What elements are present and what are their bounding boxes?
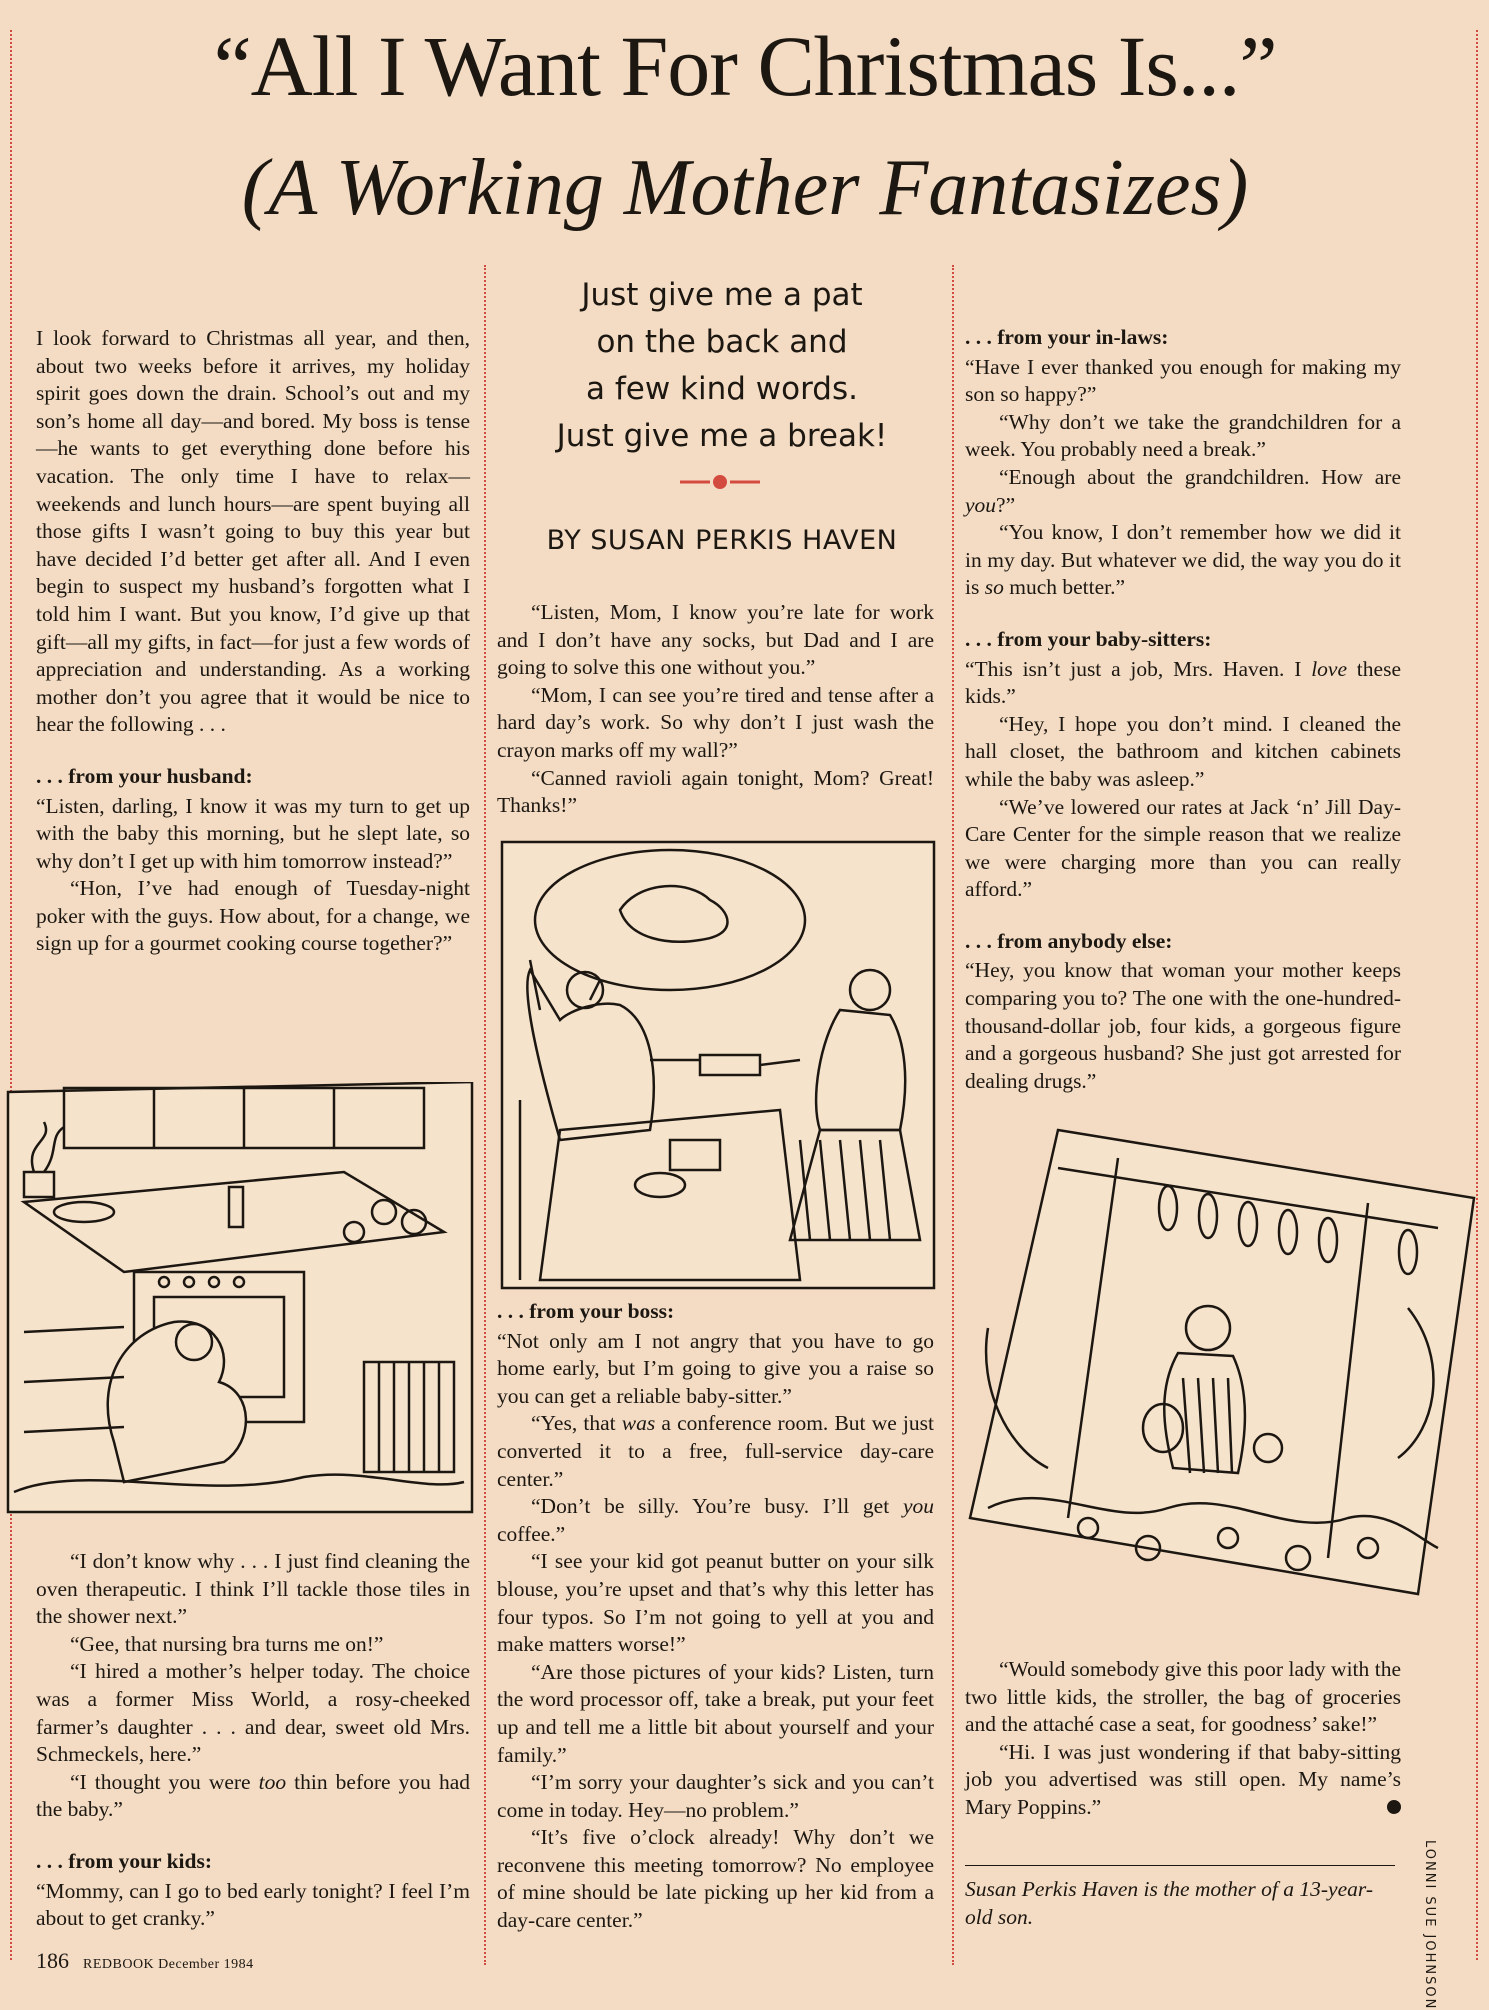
quote-paragraph: “I don’t know why . . . I just find cleaning the oven therapeutic. I think I’ll tackle those tiles in the shower next.”: [36, 1549, 470, 1629]
quote-paragraph: “Listen, darling, I know it was my turn to get up with the baby this morning, but he slept late, so why don’t I get up with him tomorrow instead?”: [36, 793, 470, 873]
pull-quote-line: a few kind words.: [586, 371, 858, 407]
page-border-left: [10, 30, 12, 1960]
quote-paragraph: “Yes, that was a conference room. But we just converted it to a free, full-service day-care center.”: [497, 1411, 934, 1491]
quote-paragraph: “I’m sorry your daughter’s sick and you can’t come in today. Hey—no problem.”: [497, 1770, 934, 1822]
quote-paragraph: “Hey, I hope you don’t mind. I cleaned the hall closet, the bathroom and kitchen cabinets while the baby was asleep.”: [965, 711, 1401, 791]
pull-quote-line: on the back and: [596, 324, 848, 360]
quote-paragraph: “I see your kid got peanut butter on your silk blouse, you’re upset and that’s why this letter has four typos. So I’m not going to yell at you and make matters worse!”: [497, 1549, 934, 1657]
end-of-article-dot-icon: [1387, 1800, 1401, 1814]
section-heading-baby-sitters: . . . from your baby-sitters:: [965, 626, 1212, 651]
author-bio: Susan Perkis Haven is the mother of a 13-year-old son.: [965, 1877, 1373, 1929]
column-3-bottom: [965, 1656, 1401, 1822]
quote-paragraph: “We’ve lowered our rates at Jack ‘n’ Jill Day-Care Center for the simple reason that we realize we were charging more than you can really afford.”: [965, 794, 1401, 902]
quote-paragraph: “Enough about the grandchildren. How are you?”: [965, 464, 1401, 517]
quote-paragraph: “I hired a mother’s helper today. The choice was a former Miss World, a rosy-cheeked farmer’s daughter . . . and dear, sweet old Mrs. Schmeckels, here.”: [36, 1659, 470, 1767]
section-heading-kids: . . . from your kids:: [36, 1848, 212, 1873]
quote-paragraph: “Would somebody give this poor lady with the two little kids, the stroller, the bag of groceries and the attaché case a seat, for goodness’ sake!”: [965, 1657, 1401, 1737]
section-heading-anybody-else: . . . from anybody else:: [965, 928, 1173, 953]
column-rule-2: [952, 265, 954, 1965]
quote-paragraph: “I thought you were too thin before you had the baby.”: [36, 1769, 470, 1822]
pull-quote-line: Just give me a pat: [581, 277, 863, 313]
column-1-bottom: [36, 1548, 470, 1933]
column-3-top: [965, 324, 1401, 1095]
red-dot-ornament-icon: [680, 470, 760, 494]
pull-quote-line: Just give me a break!: [556, 418, 888, 454]
column-rule-1: [484, 265, 486, 1965]
article-title: “All I Want For Christmas Is...”: [213, 18, 1277, 114]
section-heading-in-laws: . . . from your in-laws:: [965, 325, 1169, 349]
column-2-bottom: [497, 1298, 934, 1935]
quote-paragraph: “You know, I don’t remember how we did it in my day. But whatever we did, the way you do it is so much better.”: [965, 520, 1401, 600]
page-border-right: [1476, 30, 1478, 1960]
magazine-issue: REDBOOK December 1984: [83, 1957, 254, 1972]
byline: BY SUSAN PERKIS HAVEN: [546, 525, 898, 556]
office-gift-drawing: [500, 840, 936, 1290]
quote-paragraph: “Not only am I not angry that you have to go home early, but I’m going to give you a raise so you can get a reliable baby-sitter.”: [497, 1328, 934, 1408]
oven-cleaning-drawing: [4, 1082, 476, 1514]
bio-divider: [965, 1865, 1395, 1866]
quote-paragraph: “Hon, I’ve had enough of Tuesday-night poker with the guys. How about, for a change, we sign up for a gourmet cooking course together?”: [36, 876, 470, 956]
quote-paragraph: “Don’t be silly. You’re busy. I’ll get you coffee.”: [497, 1494, 934, 1546]
page-folio: [36, 1948, 254, 1974]
quote-paragraph: “Listen, Mom, I know you’re late for work and I don’t have any socks, but Dad and I are going to solve this one without you.”: [497, 600, 934, 680]
pull-quote: [500, 272, 944, 460]
section-heading-husband: . . . from your husband:: [36, 763, 253, 788]
page-number: 186: [36, 1948, 69, 1973]
quote-paragraph: “Hey, you know that woman your mother keeps comparing you to? The one with the one-hundred-thousand-dollar job, four kids, a gorgeous figure and a gorgeous husband? She just got arrested for dealing drugs.”: [965, 958, 1401, 1093]
column-1-top: [36, 325, 470, 958]
quote-paragraph: “Why don’t we take the grandchildren for a week. You probably need a break.”: [965, 409, 1401, 462]
quote-paragraph: “Hi. I was just wondering if that baby-sitting job you advertised was still open. My name’s Mary Poppins.”: [965, 1739, 1401, 1819]
quote-paragraph: “It’s five o’clock already! Why don’t we reconvene this meeting tomorrow? No employee of mine should be late picking up her kid from a day-care center.”: [497, 1825, 934, 1933]
quote-paragraph: “Gee, that nursing bra turns me on!”: [70, 1631, 384, 1656]
section-heading-boss: . . . from your boss:: [497, 1299, 675, 1323]
illustration-office: [500, 840, 936, 1290]
article-subtitle: (A Working Mother Fantasizes): [241, 144, 1249, 232]
quote-paragraph: “Have I ever thanked you enough for making my son so happy?”: [965, 354, 1401, 407]
quote-paragraph: “This isn’t just a job, Mrs. Haven. I love these kids.”: [965, 656, 1401, 709]
quote-paragraph: “Mommy, can I go to bed early tonight? I feel I’m about to get cranky.”: [36, 1878, 470, 1931]
illustrator-credit: LONNI SUE JOHNSON: [1422, 1840, 1437, 2010]
column-2-top: [497, 599, 934, 820]
illustration-subway: [968, 1128, 1476, 1596]
intro-paragraph: I look forward to Christmas all year, and then, about two weeks before it arrives, my holiday spirit goes down the drain. School’s out and my son’s home all day—and bored. My boss is tense—he wants to get everything done before his vacation. The only time I have to relax—weekends and lunch hours—are spent buying all those gifts I wasn’t going to buy this year but have decided I’d better get after all. And I even begin to suspect my husband’s forgotten what I told him I want. But you know, I’d give up that gift—all my gifts, in fact—for just a few words of appreciation and understanding. As a working mother don’t you agree that it would be nice to hear the following . . .: [36, 326, 470, 737]
subway-crowd-drawing: [968, 1128, 1476, 1596]
quote-paragraph: “Mom, I can see you’re tired and tense after a hard day’s work. So why don’t I just wash the crayon marks off my wall?”: [497, 682, 934, 762]
illustration-oven: [4, 1082, 476, 1514]
quote-paragraph: “Are those pictures of your kids? Listen, turn the word processor off, take a break, put your feet up and tell me a little bit about yourself and your family.”: [497, 1659, 934, 1767]
quote-paragraph: “Canned ravioli again tonight, Mom? Great! Thanks!”: [497, 765, 934, 818]
